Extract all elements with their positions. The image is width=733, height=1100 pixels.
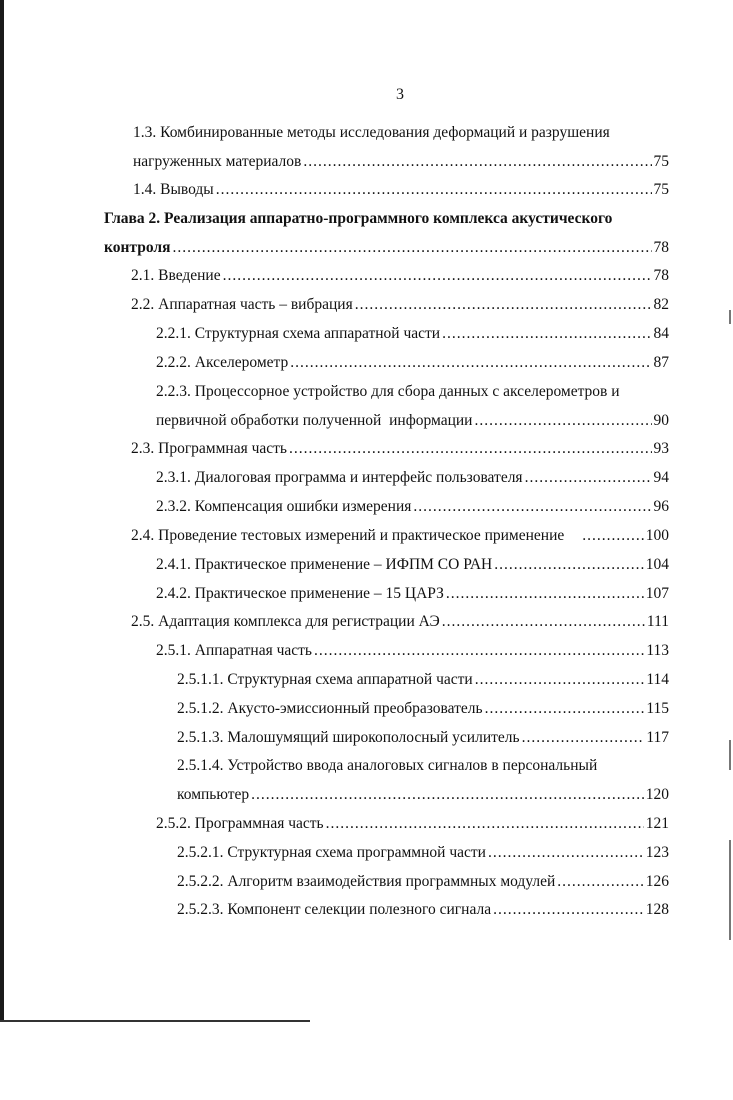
toc-entry-2-5-1-3[interactable]: [0, 726, 733, 750]
toc-title: 2.4.1. Практическое применение – ИФПМ СО РАН: [156, 556, 493, 573]
toc-title: 2.1. Введение: [131, 267, 221, 284]
toc-entry-2-5[interactable]: [0, 610, 733, 634]
toc-page: 128: [645, 901, 669, 918]
toc-title: нагруженных материалов: [133, 153, 302, 170]
toc-leader: [522, 726, 645, 750]
toc-leader: [446, 582, 644, 606]
toc-entry-2-5-1-4[interactable]: [0, 783, 733, 807]
scan-edge-bottom: [0, 1020, 310, 1022]
toc-leader: [493, 898, 644, 922]
toc-entry-2-5-1-1[interactable]: [0, 668, 733, 692]
toc-leader: [494, 553, 644, 577]
toc-leader: [303, 150, 651, 174]
toc-entry-2-3[interactable]: [0, 437, 733, 461]
toc-page: 120: [645, 786, 669, 803]
toc-page: 75: [653, 153, 669, 170]
toc-title: 2.5.1. Аппаратная часть: [156, 642, 312, 659]
toc-leader: [289, 437, 652, 461]
toc-entry-2-2-2[interactable]: [0, 351, 733, 375]
toc-entry-2-5-2[interactable]: [0, 812, 733, 836]
toc-title: 2.5.2.3. Компонент селекции полезного сигнала: [177, 901, 492, 918]
toc-page: 78: [653, 267, 669, 284]
toc-entry-2-5-1[interactable]: [0, 639, 733, 663]
toc-page: 96: [653, 498, 669, 515]
toc-page: 123: [645, 844, 669, 861]
toc-page: 107: [645, 585, 669, 602]
toc-entry-2-2-1[interactable]: [0, 322, 733, 346]
toc-entry-2-3-1[interactable]: [0, 466, 733, 490]
toc-entry-2-1[interactable]: [0, 264, 733, 288]
toc-page: 100: [645, 527, 669, 544]
toc-page: 126: [645, 873, 669, 890]
toc-page: 117: [646, 729, 669, 746]
toc-title: 2.4.2. Практическое применение – 15 ЦАРЗ: [156, 585, 444, 602]
toc-title: 1.4. Выводы: [133, 181, 214, 198]
toc-entry-2-5-2-3[interactable]: [0, 898, 733, 922]
toc-entry-2-4-2[interactable]: [0, 582, 733, 606]
toc-leader: [485, 697, 645, 721]
toc-title: 2.3.2. Компенсация ошибки измерения: [156, 498, 412, 515]
toc-title: 2.3. Программная часть: [131, 440, 287, 457]
toc-title: компьютер: [177, 786, 250, 803]
toc-entry-2-2[interactable]: [0, 293, 733, 317]
toc-entry-2-5-2-1[interactable]: [0, 841, 733, 865]
toc-title: 2.4. Проведение тестовых измерений и практическое применение: [131, 527, 565, 544]
toc-page: 87: [653, 354, 669, 371]
toc-entry-2-5-1-2[interactable]: [0, 697, 733, 721]
toc-page: 104: [645, 556, 669, 573]
toc-entry-2-4[interactable]: [0, 524, 733, 548]
page-number: 3: [396, 86, 404, 103]
toc-entry-2-5-2-2[interactable]: [0, 870, 733, 894]
toc-title: 2.5.1.1. Структурная схема аппаратной части: [177, 671, 473, 688]
toc-leader: [557, 870, 643, 894]
toc-leader: [290, 351, 651, 375]
toc-page: 113: [646, 642, 669, 659]
toc-page: 82: [653, 296, 669, 313]
toc-title: 2.5. Адаптация комплекса для регистрации АЭ: [131, 613, 440, 630]
toc-title: 2.2.1. Структурная схема аппаратной части: [156, 325, 441, 342]
toc-leader: [525, 466, 652, 490]
toc-leader: [216, 178, 652, 202]
toc-leader: [251, 783, 644, 807]
toc-page: 75: [653, 181, 669, 198]
toc-entry-2-3-2[interactable]: [0, 495, 733, 519]
toc-page: 90: [653, 412, 669, 429]
toc-leader: [172, 236, 651, 260]
toc-entry-2-2-3[interactable]: [0, 409, 733, 433]
toc-entry-2-2-3-first-line: 2.2.3. Процессорное устройство для сбора данных с акселерометров и: [156, 383, 620, 400]
toc-leader: [442, 322, 651, 346]
toc-entry-1-4[interactable]: [0, 178, 733, 202]
toc-page: 121: [645, 815, 669, 832]
toc-leader: [582, 524, 644, 548]
toc-page: 111: [646, 613, 669, 630]
toc-title: 2.2.2. Акселерометр: [156, 354, 289, 371]
toc-entry-2-4-1[interactable]: [0, 553, 733, 577]
toc-page: 93: [653, 440, 669, 457]
toc-entry-1-3[interactable]: [0, 150, 733, 174]
toc-leader: [223, 264, 652, 288]
toc-page: 78: [653, 239, 669, 256]
toc-title: контроля: [104, 239, 171, 256]
toc-leader: [474, 409, 651, 433]
toc-leader: [314, 639, 644, 663]
toc-entry-2-5-1-4-first-line: 2.5.1.4. Устройство ввода аналоговых сигналов в персональный: [177, 757, 598, 774]
toc-entry-1-3-first-line: 1.3. Комбинированные методы исследования деформаций и разрушения: [133, 124, 610, 141]
toc-title: 2.5.2.1. Структурная схема программной части: [177, 844, 486, 861]
toc-chapter-2[interactable]: [0, 236, 733, 260]
toc-title: 2.5.2.2. Алгоритм взаимодействия программных модулей: [177, 873, 556, 890]
toc-page: 114: [646, 671, 669, 688]
toc-title: 2.3.1. Диалоговая программа и интерфейс пользователя: [156, 469, 523, 486]
toc-chapter-2-first-line: Глава 2. Реализация аппаратно-программного комплекса акустического: [104, 210, 613, 227]
toc-page: 84: [653, 325, 669, 342]
toc-page: 94: [653, 469, 669, 486]
toc-title: 2.5.2. Программная часть: [156, 815, 324, 832]
toc-leader: [442, 610, 645, 634]
toc-leader: [355, 293, 652, 317]
toc-leader: [413, 495, 651, 519]
toc-title: первичной обработки полученной информации: [156, 412, 473, 429]
toc-title: 2.5.1.3. Малошумящий широкополосный усилитель: [177, 729, 520, 746]
toc-title: 2.5.1.2. Акусто-эмиссионный преобразователь: [177, 700, 483, 717]
toc-leader: [326, 812, 644, 836]
toc-page: 115: [646, 700, 669, 717]
toc-leader: [488, 841, 644, 865]
toc-leader: [475, 668, 645, 692]
toc-title: 2.2. Аппаратная часть – вибрация: [131, 296, 353, 313]
